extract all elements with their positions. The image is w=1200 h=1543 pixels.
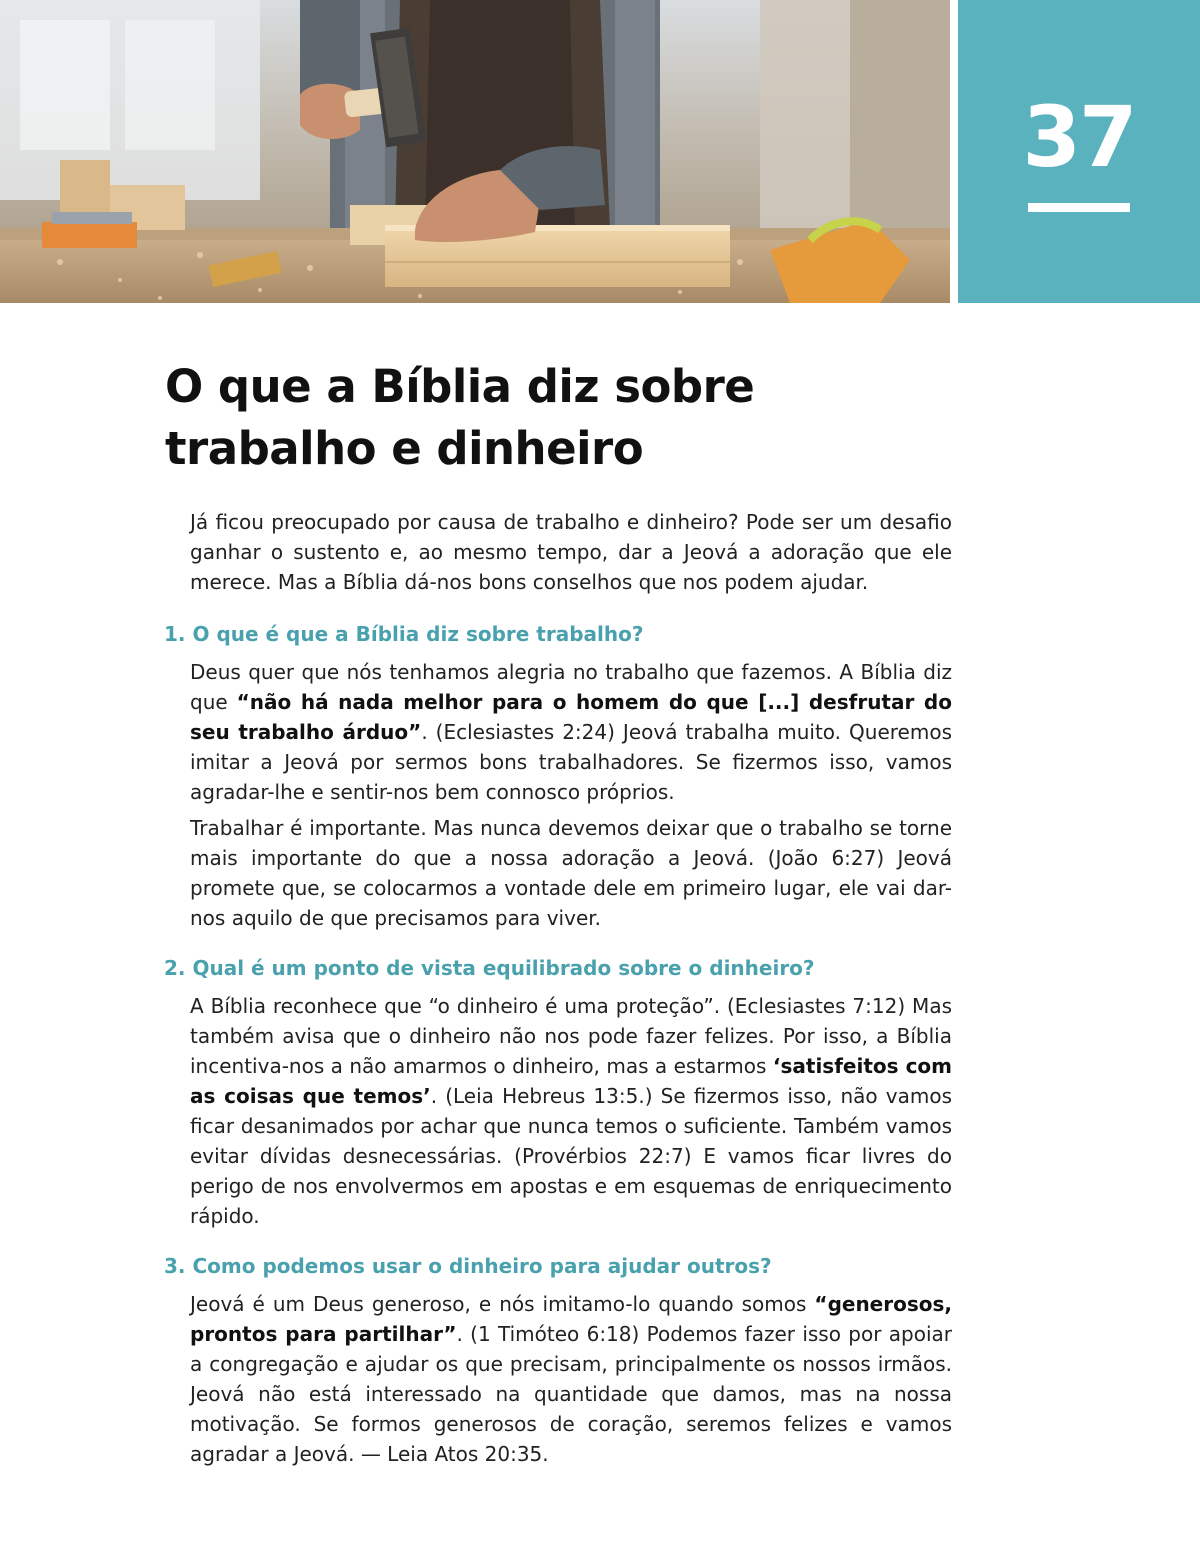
section-2-paragraph-1 [190, 991, 952, 1231]
section-3-p1-text-a: Jeová é um Deus generoso, e nós imitamo-lo quando somos [190, 1292, 815, 1316]
section-2-p1-quote: ‘satisfeitos com as coisas que temos’ [190, 1054, 953, 1108]
section-1 [164, 619, 952, 933]
section-2-p1-text-b: . (Leia Hebreus 13:5.) Se fizermos isso, não vamos ficar desanimados por achar que nunca temos o suficiente. Também vamos evitar dívidas desnecessárias. (Provérbios 22:7) E vamos ficar livres do perigo de nos envolvermos em apostas e em esquemas de enriquecimento rápido. [190, 1084, 952, 1228]
section-1-p1-text-a: Deus quer que nós tenhamos alegria no trabalho que fazemos. A Bíblia diz que [190, 660, 952, 714]
intro-paragraph: Já ficou preocupado por causa de trabalho e dinheiro? Pode ser um desafio ganhar o sustento e, ao mesmo tempo, dar a Jeová a adoração que ele merece. Mas a Bíblia dá-nos bons conselhos que nos podem ajudar. [190, 510, 952, 594]
section-1-paragraph-2: Trabalhar é importante. Mas nunca devemos deixar que o trabalho se torne mais importante do que a nossa adoração a Jeová. (João 6:27) Jeová promete que, se colocarmos a vontade dele em primeiro lugar, ele vai dar-nos aquilo de que precisamos para viver. [190, 816, 952, 930]
header-photo [0, 0, 950, 303]
section-3-p1-quote: “generosos, prontos para partilhar” [190, 1292, 952, 1346]
lesson-number-underline [1028, 203, 1130, 212]
header-gap [950, 0, 958, 303]
section-1-question: 1. O que é que a Bíblia diz sobre trabalho? [164, 622, 644, 646]
section-3-p1-text-b: . (1 Timóteo 6:18) Podemos fazer isso por apoiar a congregação e ajudar os que precisam, principalmente os nossos irmãos. Jeová não está interessado na quantidade que damos, mas na nossa motivação. Se formos generosos de coração, seremos felizes e vamos agradar a Jeová. — Leia Atos 20:35. [190, 1322, 952, 1466]
lesson-number: 37 [1022, 88, 1136, 186]
article-body [164, 507, 952, 1489]
section-1-p1-text-b: . (Eclesiastes 2:24) Jeová trabalha muito. Queremos imitar a Jeová por sermos bons trabalhadores. Se fizermos isso, vamos agradar-lhe e sentir-nos bem connosco próprios. [190, 720, 952, 804]
section-3-question: 3. Como podemos usar o dinheiro para ajudar outros? [164, 1254, 772, 1278]
section-3-paragraph-1 [190, 1289, 952, 1469]
page-title-line1: O que a Bíblia diz sobre [165, 360, 755, 413]
carpenter-illustration [0, 0, 950, 303]
section-1-paragraph-1 [190, 657, 952, 807]
section-3 [164, 1251, 952, 1469]
section-2-p1-text-a: A Bíblia reconhece que “o dinheiro é uma proteção”. (Eclesiastes 7:12) Mas também avisa que o dinheiro não nos pode fazer felizes. Por isso, a Bíblia incentiva-nos a não amarmos o dinheiro, mas a estarmos [190, 994, 952, 1078]
page-title-line2: trabalho e dinheiro [165, 422, 644, 475]
section-2-question: 2. Qual é um ponto de vista equilibrado sobre o dinheiro? [164, 956, 815, 980]
lesson-badge [958, 0, 1200, 303]
section-2 [164, 953, 952, 1231]
section-1-p1-quote: “não há nada melhor para o homem do que [...] desfrutar do seu trabalho árduo” [190, 690, 952, 744]
page-title [165, 356, 985, 480]
